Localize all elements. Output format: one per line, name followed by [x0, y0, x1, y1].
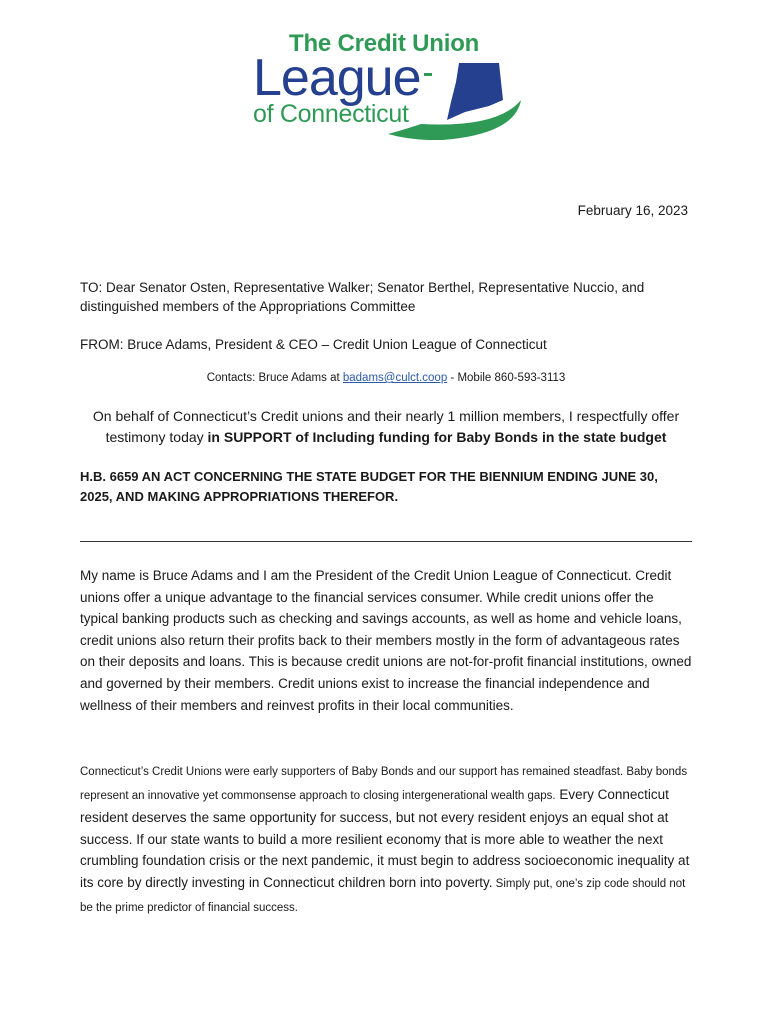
paragraph-2-body: Every Connecticut resident deserves the same opportunity for success, but not every resident enjoys an equal shot at success. If our state wants to build a more resilient economy that is more able to weather the next crumbling foundation crisis or the next pandemic, it must begin to address socioeconomic inequality at its core by directly investing in Connecticut children born into poverty.: [80, 786, 690, 890]
logo-line-1: The Credit Union: [289, 30, 480, 57]
bill-title: H.B. 6659 AN ACT CONCERNING THE STATE BUDGET FOR THE BIENNIUM ENDING JUNE 30, 2025, AND MAKING APPROPRIATIONS THEREFOR.: [80, 469, 658, 504]
contacts-prefix: Contacts: Bruce Adams at: [206, 372, 343, 384]
letter-date: February 16, 2023: [577, 203, 688, 218]
divider-line: [80, 541, 692, 542]
from-sender: FROM: Bruce Adams, President & CEO – Credit Union League of Connecticut: [80, 337, 547, 352]
logo-line-3: of Connecticut: [253, 100, 409, 128]
contacts-line: [80, 372, 692, 384]
contacts-mobile: - Mobile 860-593-3113: [447, 372, 566, 384]
email-link[interactable]: badams@culct.coop: [342, 372, 448, 384]
paragraph-2-small-closing: Simply put, one’s zip code should not be the prime predictor of financial success.: [80, 877, 686, 914]
credit-union-league-logo: [253, 30, 528, 140]
intro-text: On behalf of Connecticut’s Credit unions and their nearly 1 million members, I respectfully offer testimony today: [92, 408, 680, 445]
paragraph-2: [80, 760, 692, 919]
logo-line-2: League: [253, 49, 421, 107]
to-recipients: TO: Dear Senator Osten, Representative Walker; Senator Berthel, Representative Nuccio, and distinguished members of the Appropriations Committee: [80, 280, 645, 314]
paragraph-1: My name is Bruce Adams and I am the President of the Credit Union League of Connecticut. Credit unions offer a unique advantage to the financial services consumer. While credit unions offer the typical banking products such as checking and savings accounts, as well as home and vehicle loans, credit unions also return their profits back to their members mostly in the form of advantageous rates on their deposits and loans. This is because credit unions are not-for-profit financial institutions, owned and governed by their members. Credit unions exist to increase the financial independence and wellness of their members and reinvest profits in their local communities.: [80, 568, 692, 713]
paragraph-2-small-intro: Connecticut’s Credit Unions were early supporters of Baby Bonds and our support has remained steadfast. Baby bonds represent an innovative yet commonsense approach to closing intergenerational wealth gaps.: [80, 766, 688, 802]
intro-support-statement: in SUPPORT of Including funding for Baby Bonds in the state budget: [207, 429, 667, 445]
intro-statement: [80, 406, 692, 448]
